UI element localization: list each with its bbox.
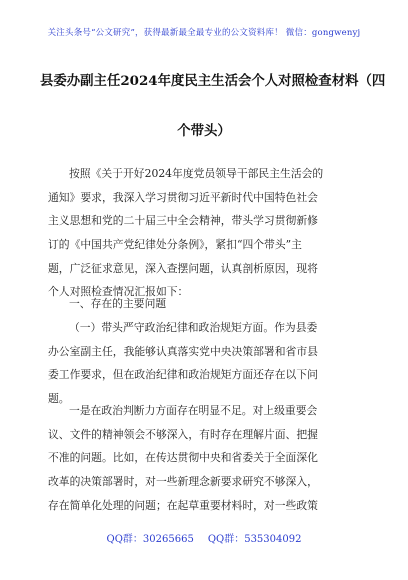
header-banner[interactable]: 关注头条号“公文研究”，获得最新最全最专业的公文资料库！ 微信：gongwenyj (47, 28, 361, 38)
text-line: 按照《关于开好2024年度党员领导干部民主生活会的 (69, 167, 324, 180)
text-line: 订的《中国共产党纪律处分条例》，紧扣“四个带头”主 (48, 238, 302, 252)
qq-group-2[interactable]: QQ群：535304092 (207, 534, 302, 545)
text-line: 委工作要求，但在政治纪律和政治规矩方面还存在以下问 (48, 368, 318, 382)
text-line: 主义思想和党的二十届三中全会精神，带头学习贯彻新修 (48, 214, 318, 228)
text-line: 题，广泛征求意见，深入查摆问题，认真剖析原因，现将 (48, 261, 318, 275)
text-line: 题。 (48, 392, 70, 406)
paragraph-section-1 (48, 316, 364, 411)
text-line: 存在简单化处理的问题；在起草重要材料时，对一些政策 (48, 498, 318, 512)
paragraph-point-1 (48, 399, 364, 517)
text-line: 不准的问题。比如，在传达贯彻中央和省委关于全面深化 (48, 451, 318, 465)
text-line: 改革的决策部署时，对一些新理念新要求研究不够深入， (48, 475, 318, 489)
text-line: 通知》要求，我深入学习贯彻习近平新时代中国特色社会 (48, 190, 318, 204)
paragraph-intro (48, 162, 364, 304)
doc-title-line-2: 个带头） (177, 123, 231, 139)
doc-title-line-1: 县委办副主任2024年度民主生活会个人对照检查材料（四 (40, 73, 386, 89)
text-line: 一是在政治判断力方面存在明显不足。对上级重要会 (69, 404, 318, 417)
section-heading (48, 292, 364, 316)
footer-contact (0, 530, 408, 545)
text-line: 议、文件的精神领会不够深入，有时存在理解片面、把握 (48, 427, 318, 441)
text-line: （一）带头严守政治纪律和政治规矩方面。作为县委 (69, 321, 318, 334)
text-line: 个人对照检查情况汇报如下： (48, 285, 189, 299)
qq-group-1[interactable]: QQ群：30265665 (106, 534, 194, 545)
text-line: 办公室副主任，我能够认真落实党中央决策部署和省市县 (48, 344, 318, 358)
heading-text: 一、存在的主要问题 (69, 297, 167, 310)
